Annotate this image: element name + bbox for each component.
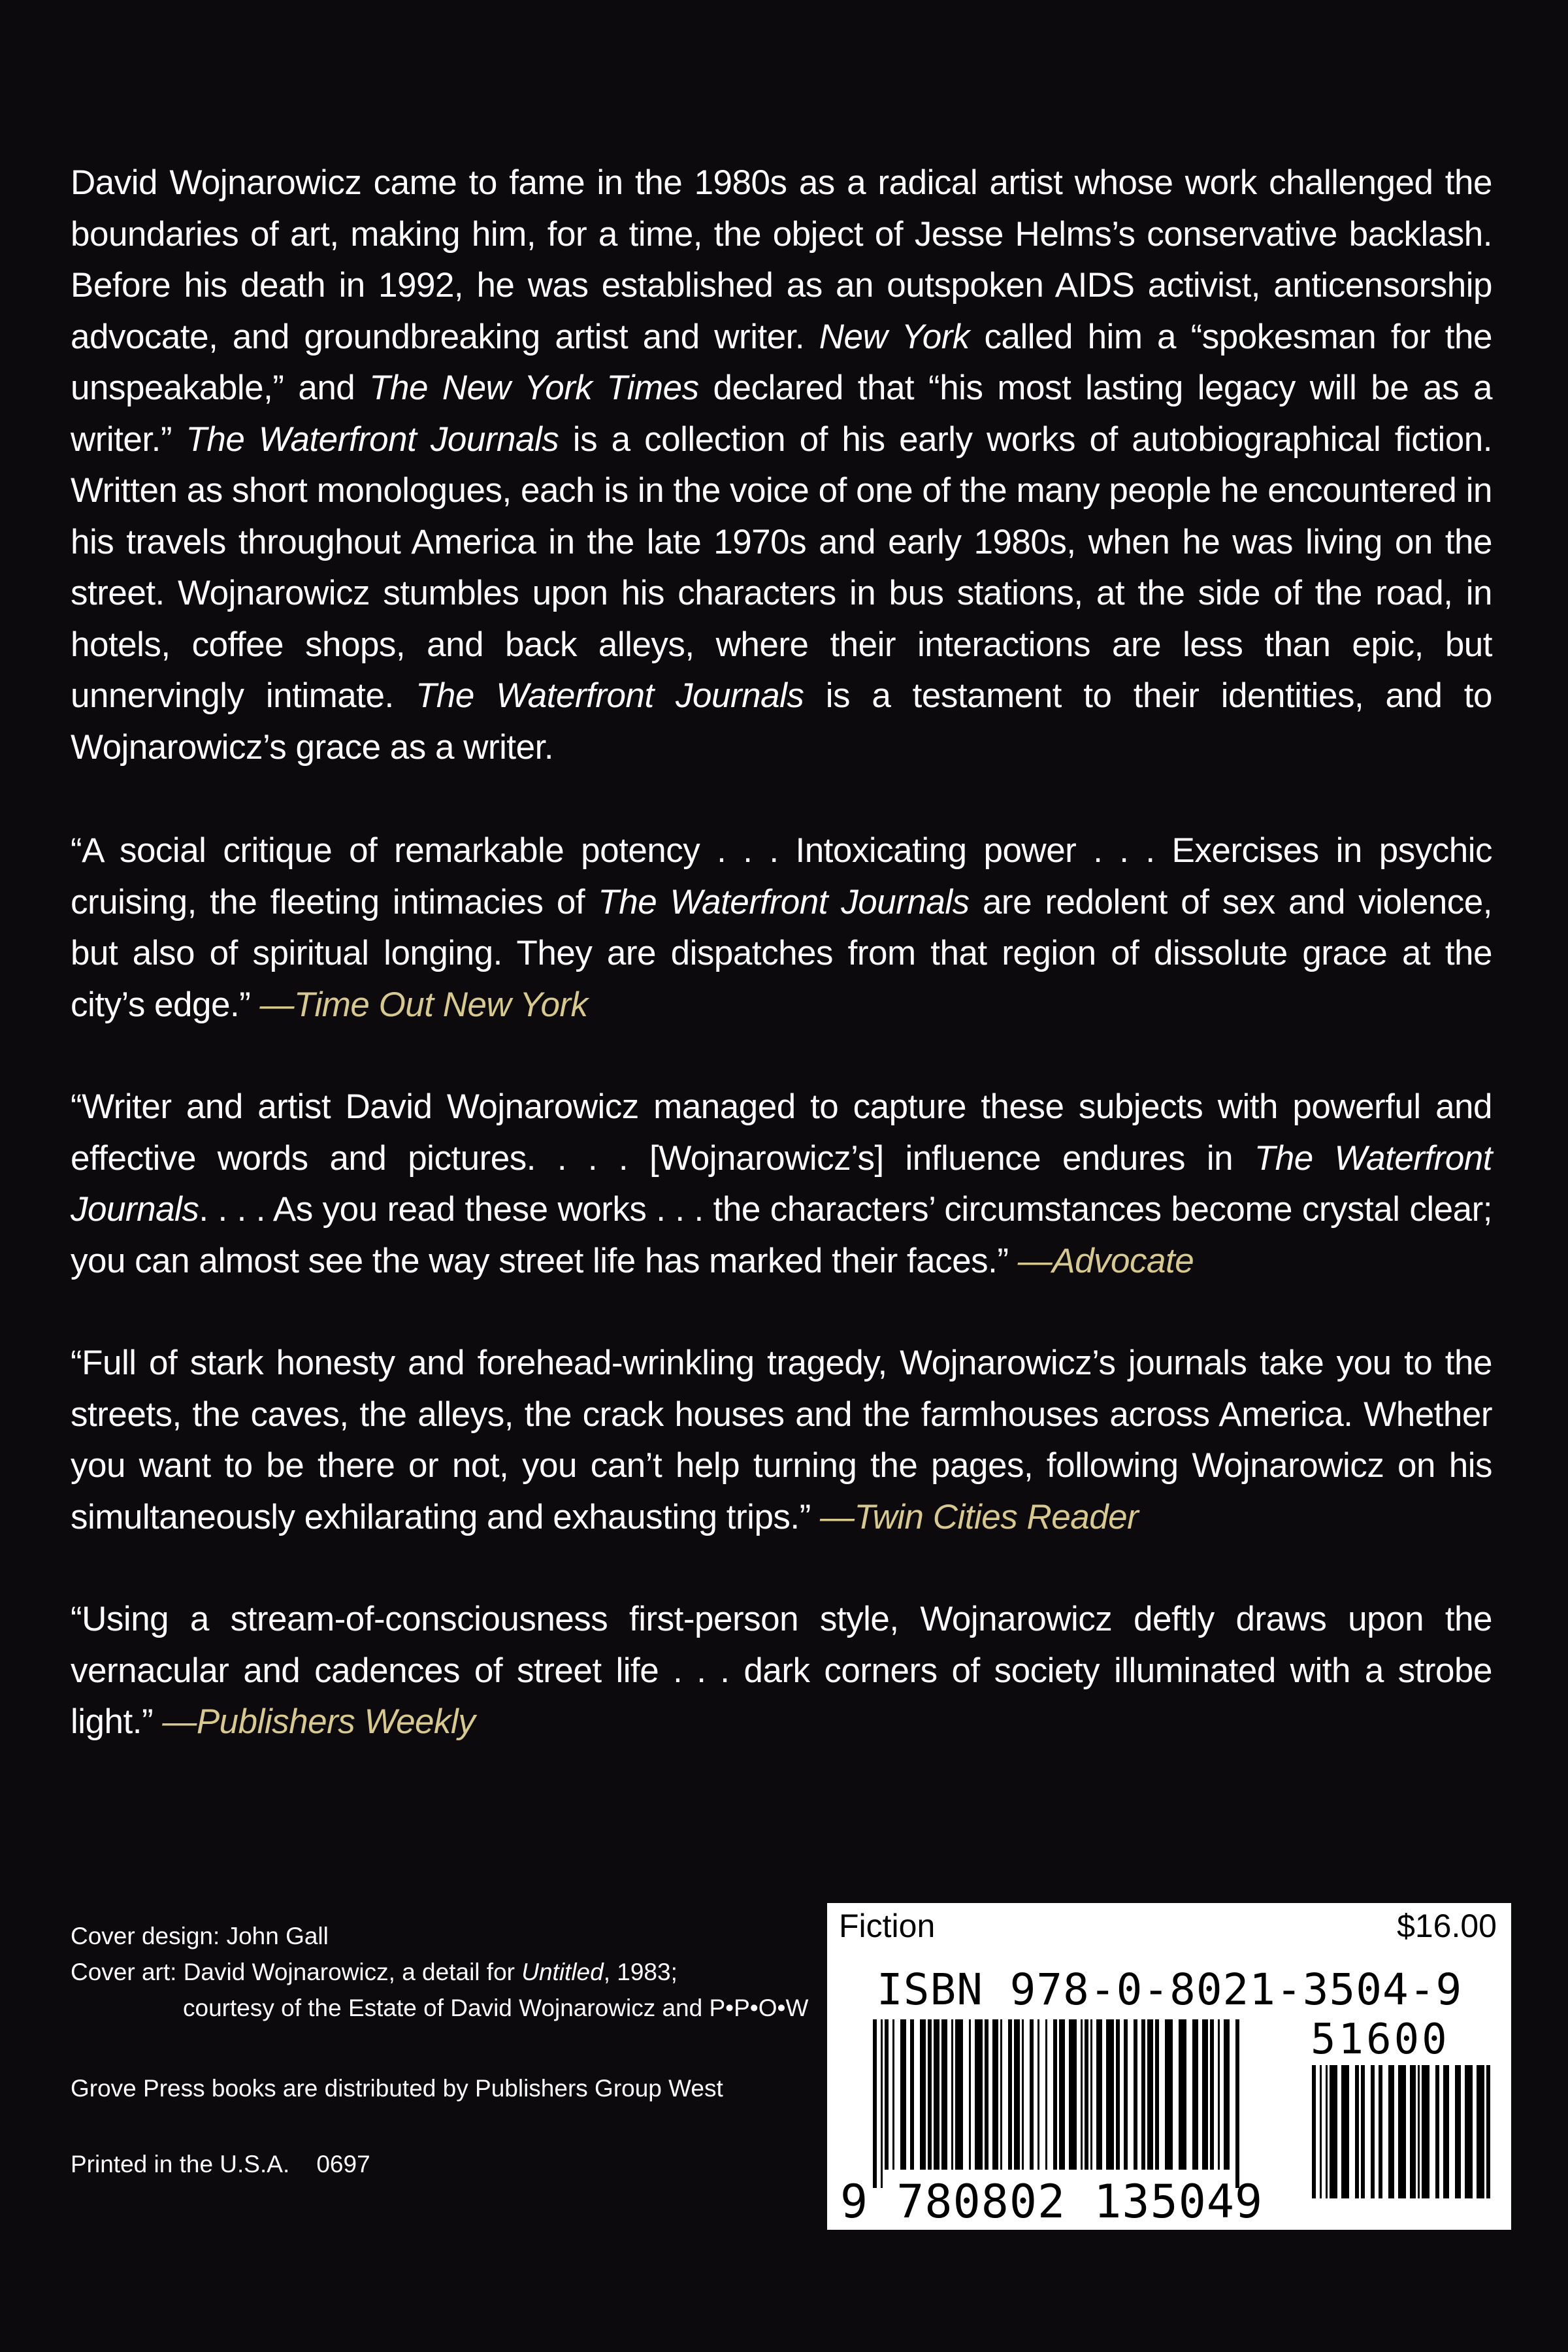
distribution-note: Grove Press books are distributed by Publishers Group West [71,2075,723,2102]
quote-italic: The Waterfront Journals [598,882,970,921]
barcode-bar [1202,2019,1208,2170]
quote-source: —Time Out New York [259,985,588,1024]
barcode-bar [1106,2019,1114,2170]
barcode-bar [1147,2019,1153,2170]
barcode-bar [1008,2019,1012,2170]
main-barcode [873,2019,1239,2188]
barcode-bar [1116,2019,1120,2170]
barcode-bar [873,2019,877,2188]
barcode-bar [1096,2019,1102,2170]
barcode-bar [1455,2065,1461,2198]
barcode-bar [1435,2065,1439,2198]
barcode-bar [992,2019,998,2170]
barcode-bar [1165,2019,1173,2170]
barcode-bar [928,2019,932,2170]
quote-text: “Using a stream-of-consciousness first-person style, Wojnarowicz deftly draws upon the vernacular and cadences of street life . . . dark corners of society illuminated with a strobe light.” [71,1600,1492,1741]
cover-art-text: Cover art: David Wojnarowicz, a detail for [71,1959,522,1985]
barcode-bar [1486,2065,1490,2198]
barcode-number: 9 780802 135049 [840,2175,1264,2228]
barcode-bar [1085,2019,1088,2170]
barcode-bar [1410,2065,1416,2198]
barcode-bar [1218,2019,1220,2170]
printed-note: Printed in the U.S.A. 0697 [71,2151,370,2178]
quote-text: . . . . As you read these works . . . the characters’ circumstances become crystal clear; you can almost see the way street life has marked their faces.” [71,1190,1492,1280]
barcode-bar [892,2019,894,2170]
barcode-bar [1320,2065,1322,2198]
barcode-bar [1341,2065,1349,2198]
description-italic: The Waterfront Journals [416,676,804,715]
quote-source: —Twin Cities Reader [820,1497,1139,1536]
barcode-bar [969,2019,971,2170]
quote-text: “A social critique of remarkable potency . . . Intoxicating power . . . Exercises in psychic cruising, the fleeting intimacies of [71,831,1492,921]
price-label: $16.00 [1397,1908,1497,1944]
description-text: declared that “his most lasting legacy will be as a writer.” [71,369,1492,459]
barcode-bar [941,2019,947,2170]
barcode-bar [1059,2019,1065,2170]
barcode-bar [881,2019,883,2188]
quote-source: —Publishers Weekly [162,1702,476,1741]
barcode-bar [1418,2065,1420,2198]
barcode-bar [885,2019,889,2170]
barcode-bar [1312,2065,1316,2198]
addon-barcode [1312,2065,1490,2198]
barcode-bar [1069,2019,1077,2170]
barcode-bar [1326,2065,1328,2198]
barcode-bar [951,2019,953,2170]
description-italic: The Waterfront Journals [186,420,559,459]
cover-art-title: Untitled [521,1959,604,1985]
barcode-bar [1090,2019,1092,2170]
barcode-bar [1179,2019,1186,2170]
barcode-bar [1192,2019,1198,2170]
barcode-bar [1465,2065,1473,2198]
quote-italic: The Waterfront Journals [71,1138,1493,1229]
barcode-bar [910,2019,914,2170]
description-text: is a testament to their identities, and to Wojnarowicz’s grace as a writer. [71,676,1492,767]
description-italic: New York [819,317,970,356]
quote-source: —Advocate [1017,1241,1194,1280]
cover-design-credit: Cover design: John Gall [71,1923,329,1949]
barcode-bar [1355,2065,1359,2198]
cover-art-year: , 1983; [603,1959,678,1985]
barcode-bar [1053,2019,1057,2170]
quote-text: are redolent of sex and violence, but also of spiritual longing. They are dispatches from that region of dissolute grace at the city’s edge.” [71,882,1492,1024]
review-quote [71,1594,1492,1748]
quote-text: “Full of stark honesty and forehead-wrinkling tragedy, Wojnarowicz’s journals take you to the streets, the caves, the alleys, the crack houses and the farmhouses across America. Whether you want to be there or not, you can’t help turning the pages, following Wojnarowicz on his simultaneously exhilarating and exhausting trips.” [71,1344,1492,1536]
barcode-bar [1045,2019,1047,2170]
review-quote [71,1338,1492,1543]
barcode-bar [1134,2019,1137,2170]
barcode-bar [920,2019,926,2170]
barcode-bar [1030,2019,1034,2170]
book-description [71,157,1492,773]
description-text: David Wojnarowicz came to fame in the 1980s as a radical artist whose work challenged the boundaries of art, making him, for a time, the object of Jesse Helms’s conservative backlash. Before his death in 1992, he was established as an outspoken AIDS activist, anticensorship advocate, and groundbreaking artist and writer. [71,163,1492,356]
courtesy-credit: courtesy of the Estate of David Wojnarowicz and P•P•O•W [183,1995,809,2021]
barcode-bar [1361,2065,1365,2198]
barcode-bar [1081,2019,1083,2170]
barcode-bar [934,2019,939,2170]
barcode-bar [1330,2065,1337,2198]
barcode-bar [1124,2019,1128,2170]
barcode-bar [1000,2019,1002,2170]
description-text: is a collection of his early works of autobiographical fiction. Written as short monologues, each is in the voice of one of the many people he encountered in his travels throughout America in the late 1970s and early 1980s, when he was living on the street. Wojnarowicz stumbles upon his characters in bus stations, at the side of the road, in hotels, coffee shops, and back alleys, where their interactions are less than epic, but unnervingly intimate. [71,420,1492,715]
barcode-bar [955,2019,963,2170]
barcode-bar [985,2019,988,2170]
barcode-bar [1422,2065,1429,2198]
barcode-bar [1022,2019,1024,2170]
barcode-bar [900,2019,906,2170]
barcode-box [827,1903,1511,2230]
barcode-bar [1224,2019,1230,2170]
barcode-bar [1141,2019,1145,2170]
description-italic: The New York Times [369,369,699,407]
barcode-bar [1235,2019,1239,2188]
cover-credits [71,1918,808,2026]
barcode-bar [1371,2065,1375,2198]
description-text: called him a “spokesman for the unspeakable,” and [71,317,1492,407]
review-quote [71,825,1492,1031]
genre-label: Fiction [839,1908,936,1944]
barcode-bar [1443,2065,1449,2198]
cover-art-credit [71,1954,808,1990]
barcode-bar [1388,2065,1394,2198]
review-quote [71,1082,1492,1287]
barcode-bar [1210,2019,1214,2170]
barcode-bar [1037,2019,1039,2170]
addon-number: 51600 [1311,2015,1450,2064]
barcode-bar [975,2019,983,2170]
barcode-bar [1379,2065,1382,2198]
barcode-bar [1014,2019,1020,2170]
isbn-label: ISBN 978-0-8021-3504-9 [877,1964,1463,2015]
barcode-bar [1477,2065,1484,2198]
barcode-bar [1398,2065,1406,2198]
quote-text: “Writer and artist David Wojnarowicz managed to capture these subjects with powerful and effective words and pictures. . . . [Wojnarowicz’s] influence endures in [71,1087,1492,1178]
barcode-bar [1155,2019,1159,2170]
